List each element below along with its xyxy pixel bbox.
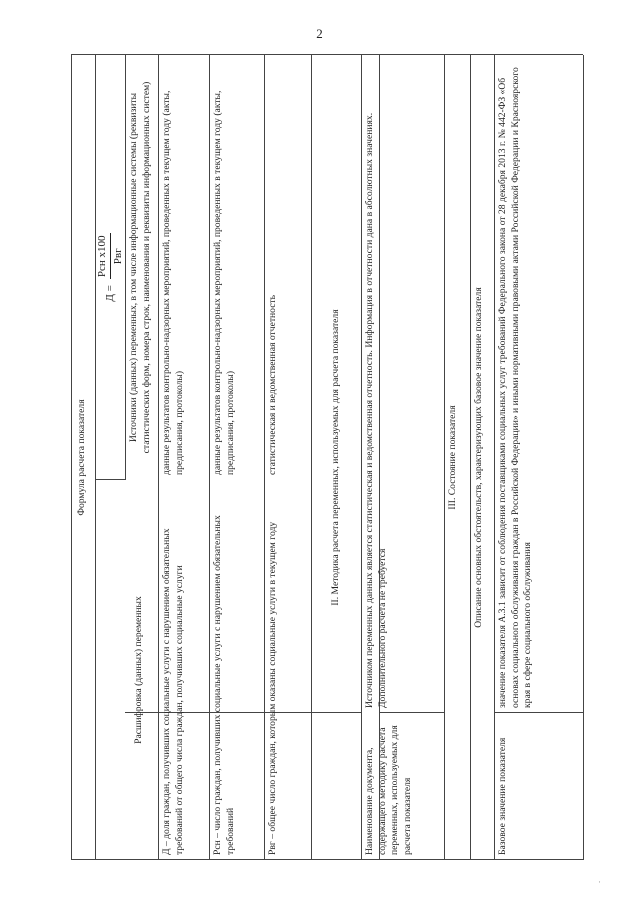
- corner-mark: ·: [598, 877, 601, 887]
- formula-section-title: Формула расчета показателя: [76, 399, 87, 516]
- variable-row-2-source: данные результатов контрольно-надзорных мероприятий, проведенных в текущем году (акты, предписания, протоколы): [212, 90, 236, 475]
- variables-decoding-header: Расшифровка (данных) переменных: [133, 596, 145, 744]
- methodology-text: Источником переменных данных является статистическая и ведомственная отчетность. Информация в отчетности дана в абсолютных значениях. Дополнительного расчета не требуется: [364, 112, 388, 708]
- formula-cell: [95, 55, 125, 480]
- indicator-table: [71, 55, 583, 860]
- variable-row-3-source: статистическая и ведомственная отчетность: [267, 294, 278, 475]
- formula-lhs: Д =: [103, 285, 116, 302]
- methodology-section-title: II. Методика расчета переменных, используемых для расчета показателя: [329, 309, 341, 606]
- formula: [95, 55, 125, 480]
- variable-row-2-decoding: Рсн – число граждан, получивших социальные услуги с нарушением обязательных требований: [212, 515, 236, 855]
- variable-row-1-source: данные результатов контрольно-надзорных мероприятий, проведенных в текущем году (акты, предписания, протоколы): [161, 90, 185, 475]
- formula-fraction: [96, 233, 124, 279]
- variables-sources-header: Источники (данных) переменных, в том числе информационные системы (реквизиты статистических форм, номера строк, наименования и реквизиты информационных систем): [128, 81, 152, 454]
- state-section-title: III. Состояние показателя: [447, 405, 458, 510]
- methodology-label: Наименование документа, содержащего методику расчета переменных, используемых для расчета показателя: [364, 725, 413, 855]
- base-value-text: значение показателя А.3.1 зависит от соблюдения поставщиками социальных услуг требований Федерального закона от 28 декабря 2013 г. № 442-ФЗ «Об основах социального обслуживания граждан в Российской Федерации» и иными нормативными правовыми актами Российской Федерации и Красноярского края в сфере социального обслуживания: [497, 67, 534, 708]
- variable-row-3-decoding: Рвг – общее число граждан, которым оказаны социальные услуги в текущем году: [267, 521, 278, 855]
- base-value-label: Базовое значение показателя: [497, 737, 508, 855]
- state-section-subtitle: Описание основных обстоятельств, характеризующих базовое значение показателя: [473, 287, 484, 628]
- variable-row-1-decoding: Д – доля граждан, получивших социальные услуги с нарушением обязательных требований от общего числа граждан, получивших социальные услуги: [161, 528, 185, 855]
- formula-denominator: Рвг: [111, 248, 124, 265]
- formula-numerator: Рсн х100: [96, 233, 111, 279]
- page-number: 2: [316, 26, 323, 41]
